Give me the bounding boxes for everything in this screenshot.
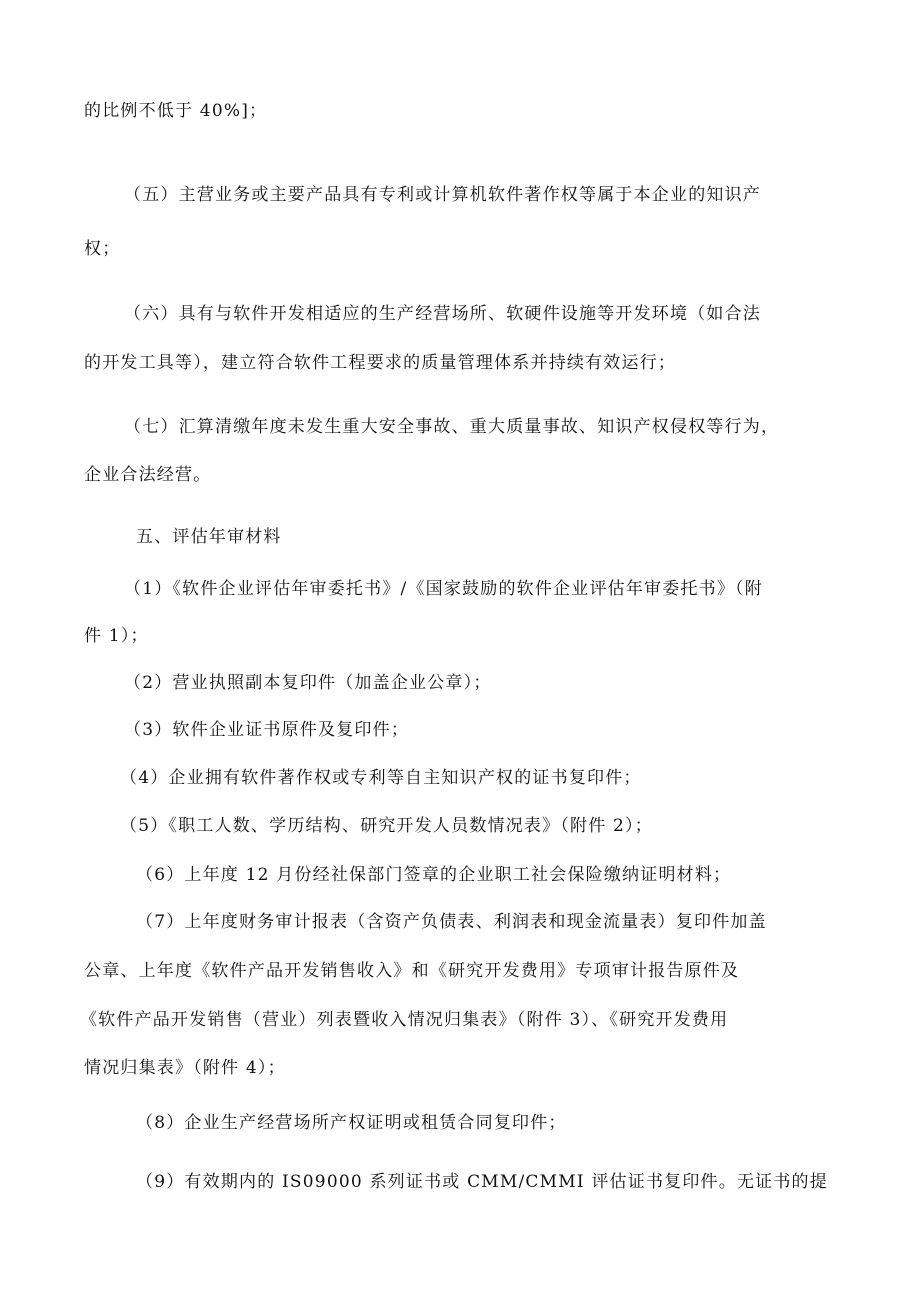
- text-line: （9）有效期内的 IS09000 系列证书或 CMM/CMMI 评估证书复印件。无证书的提: [136, 1172, 828, 1192]
- text-line: （6）上年度 12 月份经社保部门签章的企业职工社会保险缴纳证明材料；: [136, 865, 732, 885]
- text-line: 情况归集表》（附件 4）；: [84, 1058, 286, 1078]
- text-line: （1）《软件企业评估年审委托书》/《国家鼓励的软件企业评估年审委托书》（附: [124, 579, 763, 599]
- text-line: （4）企业拥有软件著作权或专利等自主知识产权的证书复印件；: [120, 768, 642, 788]
- text-line: （五）主营业务或主要产品具有专利或计算机软件著作权等属于本企业的知识产: [124, 185, 761, 205]
- text-line: （2）营业执照副本复印件（加盖企业公章）；: [124, 673, 492, 693]
- text-line: 企业合法经营。: [84, 465, 212, 485]
- text-line: （8）企业生产经营场所产权证明或租赁合同复印件；: [136, 1113, 567, 1133]
- text-line: （六）具有与软件开发相适应的生产经营场所、软硬件设施等开发环境（如合法: [124, 304, 761, 324]
- text-line: 权；: [84, 239, 121, 259]
- text-line: （3）软件企业证书原件及复印件；: [124, 720, 410, 740]
- text-line: 的比例不低于 40%]；: [84, 101, 268, 121]
- text-line: 公章、上年度《软件产品开发销售收入》和《研究开发费用》专项审计报告原件及: [84, 961, 740, 981]
- text-line: （7）上年度财务审计报表（含资产负债表、利润表和现金流量表）复印件加盖: [136, 912, 767, 932]
- text-line: 件 1）；: [84, 626, 149, 646]
- text-line: 的开发工具等），建立符合软件工程要求的质量管理体系并持续有效运行；: [84, 353, 677, 373]
- text-line: 《软件产品开发销售（营业）列表暨收入情况归集表》（附件 3）、《研究开发费用: [80, 1010, 729, 1030]
- text-line: （5）《职工人数、学历结构、研究开发人员数情况表》（附件 2）；: [120, 816, 653, 836]
- text-line: （七）汇算清缴年度未发生重大安全事故、重大质量事故、知识产权侵权等行为，: [124, 417, 780, 437]
- section-heading: 五、评估年审材料: [136, 527, 282, 547]
